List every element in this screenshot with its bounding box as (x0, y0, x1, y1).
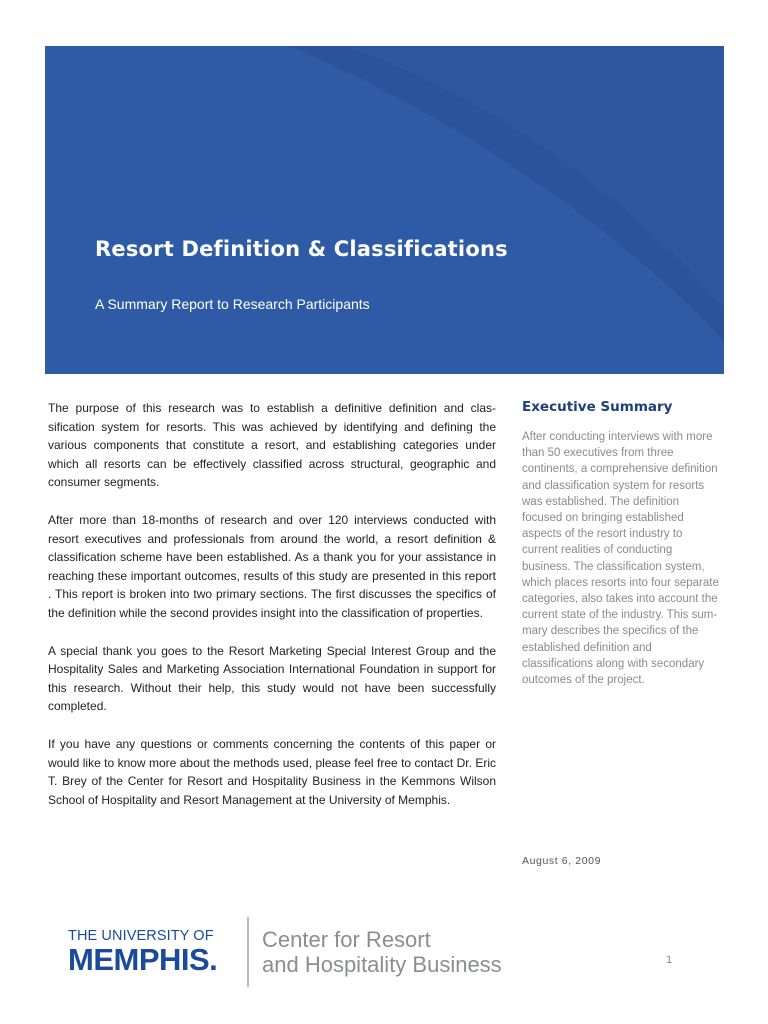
contact-paragraph: If you have any questions or comments concerning the contents of this paper or would like to know more about the methods used, please feel free to contact Dr. Eric T. Brey of the Center for Resort and Hospitality Business in the Kemmons Wilson School of Hospitality and Resort Management at the University of Memphis. (48, 736, 496, 807)
university-of-memphis-logo (68, 928, 236, 976)
executive-summary-heading: Executive Summary (522, 399, 673, 415)
banner-curve-graphic (45, 46, 724, 374)
center-logo-line1: Center for Resort (262, 927, 431, 952)
main-column (48, 399, 496, 828)
page-title: Resort Definition & Classifications (95, 237, 508, 261)
thanks-paragraph: A special thank you goes to the Resort Marketing Special Interest Group and the Hospitality Sales and Marketing Association International Foundation in support for this research. Without their help, this study would not have been successfully completed. (48, 643, 496, 714)
report-date: August 6, 2009 (522, 855, 602, 867)
research-paragraph: After more than 18-months of research and over 120 interviews conducted with resort executives and professionals from around the world, a resort definition & classification scheme have been established. As a thank you for your assistance in reaching these important outcomes, results of this study are presented in this report . This report is broken into two primary sections. The first discusses the specifics of the definition while the second provides insight into the classification of properties. (48, 512, 496, 620)
center-logo-text (262, 927, 502, 977)
center-logo-line2: and Hospitality Business (262, 952, 502, 977)
executive-summary-text: After conducting interviews with more than 50 executives from three continents, a comprehensive definition and classification system for resorts was established. The definition focused on bringing established aspects of the resort industry to current realities of conducting business. The classification system, which places resorts into four separate categories, also takes into account the current state of the industry. This summary describes the specifics of the established definition and classifications along with secondary outcomes of the project. (522, 431, 719, 687)
logo-divider (247, 917, 249, 987)
page-number: 1 (666, 954, 673, 966)
logo-memphis-wordmark: MEMPHIS. (68, 942, 218, 977)
header-banner (45, 46, 724, 374)
executive-summary-column (522, 399, 720, 688)
page-subtitle: A Summary Report to Research Participants (95, 296, 370, 312)
intro-paragraph: The purpose of this research was to establish a definitive definition and classification system for resorts. This was achieved by identifying and defining the various components that constitute a resort, and establishing categories under which all resorts can be effectively classified across structural, geographic and consumer segments. (48, 401, 496, 490)
logo-university-line: THE UNIVERSITY OF (68, 928, 214, 944)
